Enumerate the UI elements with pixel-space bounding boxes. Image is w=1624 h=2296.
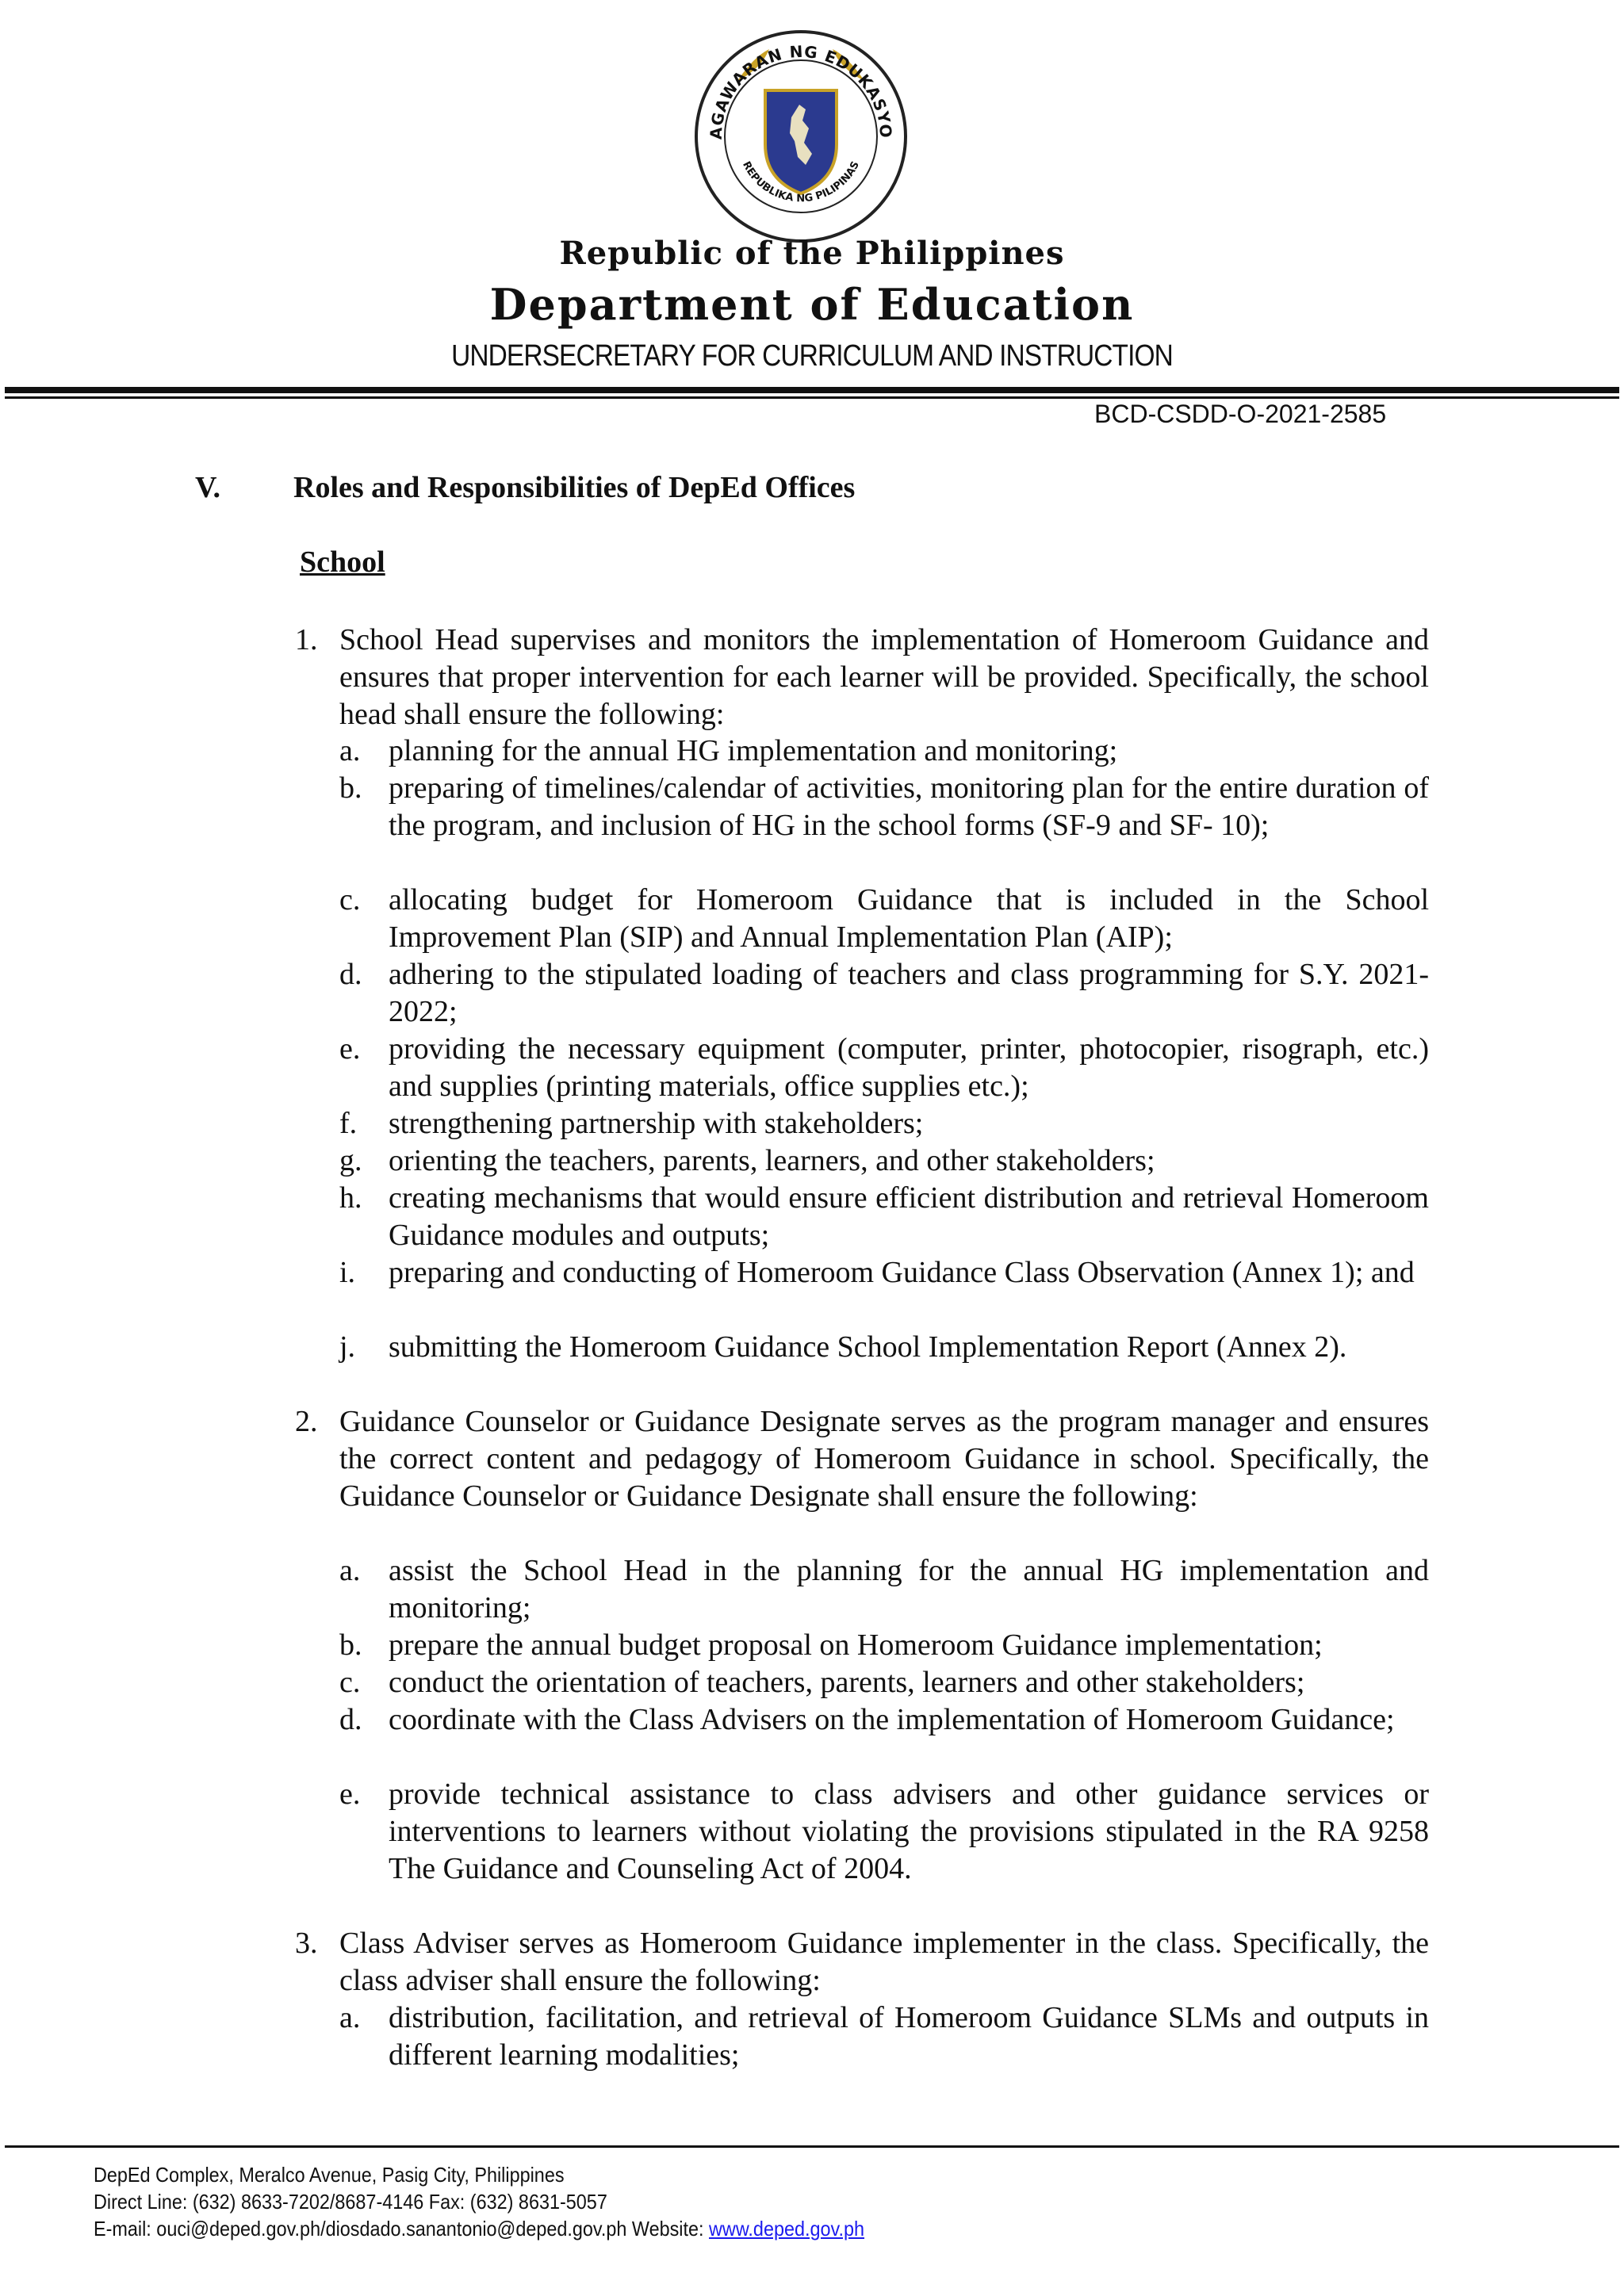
svg-text:KAGAWARAN NG EDUKASYON: AGAWARAN NG EDUKASYO [706, 41, 896, 140]
sub-item-text: preparing and conducting of Homeroom Guidance Class Observation (Annex 1); and [389, 1256, 1415, 1289]
sub-item-text: provide technical assistance to class advisers and other guidance services or interventions to learners without violating the provisions stipulated in the RA 9258 The Guidance and Counseling Act of 2004. [389, 1777, 1429, 1885]
footer-email: E-mail: ouci@deped.gov.ph/diosdado.sanantonio@deped.gov.ph Website: [94, 2217, 710, 2241]
sub-item-letter: g. [339, 1144, 362, 1177]
sub-item-text: planning for the annual HG implementation and monitoring; [389, 734, 1118, 767]
republic-heading: Republic of the Philippines [559, 235, 1065, 272]
sub-item-letter: a. [339, 1554, 361, 1587]
sub-item-text: prepare the annual budget proposal on Homeroom Guidance implementation; [389, 1628, 1323, 1662]
sub-item-letter: a. [339, 734, 361, 767]
footer-address: DepEd Complex, Meralco Avenue, Pasig City, Philippines [94, 2163, 565, 2187]
header-divider-thin [5, 396, 1619, 399]
sub-item-text: submitting the Homeroom Guidance School Implementation Report (Annex 2). [389, 1330, 1347, 1364]
item-text: Class Adviser serves as Homeroom Guidance implementer in the class. Specifically, the class adviser shall ensure the following: [339, 1927, 1429, 1997]
footer-divider [5, 2145, 1619, 2148]
sub-item-letter: b. [339, 1628, 362, 1662]
sub-item-text: conduct the orientation of teachers, parents, learners and other stakeholders; [389, 1666, 1305, 1699]
svg-text:REPUBLIKA NG PILIPINAS: REPUBLIKA NG PILIPINAS [740, 159, 862, 205]
sub-item-letter: h. [339, 1181, 362, 1215]
sub-item-letter: j. [339, 1330, 356, 1364]
sub-item-letter: c. [339, 883, 361, 916]
department-heading: Department of Education [489, 279, 1135, 330]
sub-item-text: providing the necessary equipment (computer, printer, photocopier, risograph, etc.) and supplies (printing materials, office supplies etc.); [389, 1032, 1429, 1103]
sub-item-text: coordinate with the Class Advisers on the implementation of Homeroom Guidance; [389, 1703, 1395, 1736]
item-number: 3. [295, 1927, 318, 1960]
website-link[interactable]: www.deped.gov.ph [709, 2217, 865, 2241]
sub-item-text: allocating budget for Homeroom Guidance that is included in the School Improvement Plan (SIP) and Annual Implementation Plan (AIP); [389, 883, 1429, 954]
item-text: Guidance Counselor or Guidance Designate serves as the program manager and ensures the correct content and pedagogy of Homeroom Guidance in school. Specifically, the Guidance Counselor or Guidance Designate shall ensure the following: [339, 1405, 1429, 1513]
sub-item-text: adhering to the stipulated loading of teachers and class programming for S.Y. 2021-2022; [389, 958, 1429, 1028]
header-divider [5, 387, 1619, 393]
sub-item-letter: e. [339, 1032, 361, 1066]
sub-item-letter: d. [339, 1703, 362, 1736]
sub-item-text: creating mechanisms that would ensure efficient distribution and retrieval Homeroom Guidance modules and outputs; [389, 1181, 1429, 1252]
item-number: 1. [295, 623, 318, 656]
sub-item-letter: i. [339, 1256, 356, 1289]
sub-item-letter: a. [339, 2001, 361, 2034]
sub-item-text: distribution, facilitation, and retrieval of Homeroom Guidance SLMs and outputs in different learning modalities; [389, 2001, 1429, 2072]
sub-item-text: preparing of timelines/calendar of activities, monitoring plan for the entire duration of the program, and inclusion of HG in the school forms (SF-9 and SF- 10); [389, 771, 1429, 842]
deped-seal-logo [690, 25, 912, 247]
footer-contact [94, 2217, 864, 2241]
sub-item-letter: c. [339, 1666, 361, 1699]
section-number: V. [195, 471, 221, 504]
sub-item-text: assist the School Head in the planning for the annual HG implementation and monitoring; [389, 1554, 1429, 1624]
office-heading: UNDERSECRETARY FOR CURRICULUM AND INSTRUCTION [451, 339, 1173, 373]
footer-phone: Direct Line: (632) 8633-7202/8687-4146 Fax: (632) 8631-5057 [94, 2190, 607, 2214]
item-text: School Head supervises and monitors the implementation of Homeroom Guidance and ensures that proper intervention for each learner will be provided. Specifically, the school head shall ensure the following: [339, 623, 1429, 731]
sub-item-letter: e. [339, 1777, 361, 1811]
sub-item-letter: f. [339, 1107, 358, 1140]
item-number: 2. [295, 1405, 318, 1438]
sub-item-text: orienting the teachers, parents, learners, and other stakeholders; [389, 1144, 1155, 1177]
subsection-title: School [300, 545, 385, 579]
sub-item-text: strengthening partnership with stakeholders; [389, 1107, 924, 1140]
section-title: Roles and Responsibilities of DepEd Offices [293, 471, 856, 504]
sub-item-letter: b. [339, 771, 362, 805]
sub-item-letter: d. [339, 958, 362, 991]
document-code: BCD-CSDD-O-2021-2585 [1094, 400, 1387, 428]
